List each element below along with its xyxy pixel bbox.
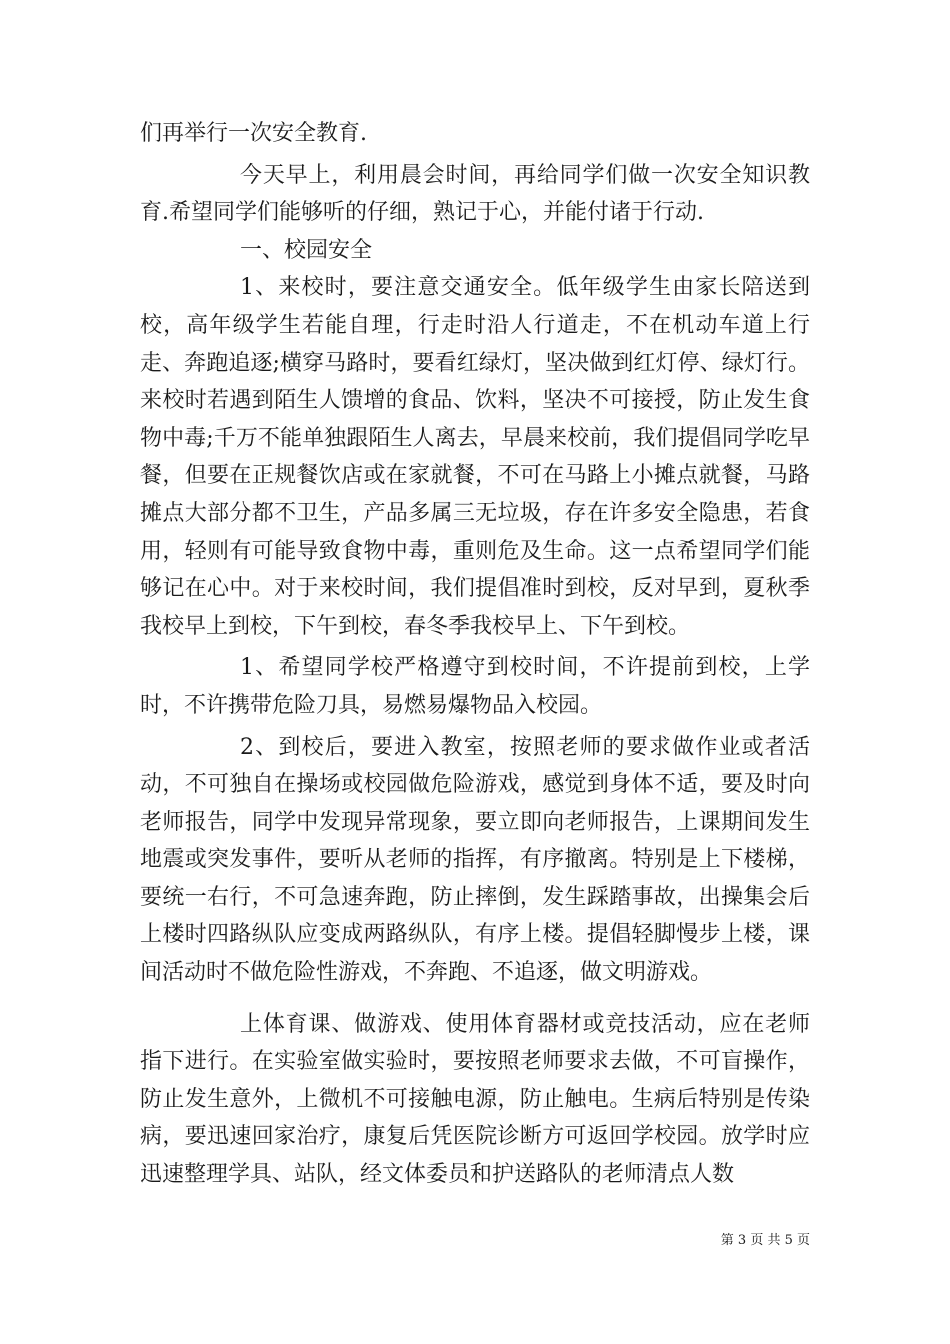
paragraph-item-1-arrival-time: 1、希望同学校严格遵守到校时间，不许提前到校，上学时，不许携带危险刀具，易燃易爆物品入校园。 [140, 655, 810, 718]
paragraph-item-1-arrival: 1、来校时，要注意交通安全。低年级学生由家长陪送到校，高年级学生若能自理，行走时沿人行道走，不在机动车道上行走、奔跑追逐;横穿马路时，要看红绿灯，坚决做到红灯停、绿灯行。来校时若遇到陌生人馈增的食品、饮料，坚决不可接授，防止发生食物中毒;千万不能单独跟陌生人离去，早晨来校前，我们提倡同学吃早餐，但要在正规餐饮店或在家就餐，不可在马路上小摊点就餐，马路摊点大部分都不卫生，产品多属三无垃圾，存在许多安全隐患，若食用，轻则有可能导致食物中毒，重则危及生命。这一点希望同学们能够记在心中。对于来校时间，我们提倡准时到校，反对早到，夏秋季我校早上到校，下午到校，春冬季我校早上、下午到校。 [140, 275, 810, 639]
section-heading-campus-safety: 一、校园安全 [240, 237, 373, 263]
paragraph-item-2-after-arrival: 2、到校后，要进入教室，按照老师的要求做作业或者活动，不可独自在操场或校园做危险游戏，感觉到身体不适，要及时向老师报告，同学中发现异常现象，要立即向老师报告，上课期间发生地震或突发事件，要听从老师的指挥，有序撤离。特别是上下楼梯，要统一右行，不可急速奔跑，防止摔倒，发生踩踏事故，出操集会后上楼时四路纵队应变成两路纵队，有序上楼。提倡轻脚慢步上楼，课间活动时不做危险性游戏，不奔跑、不追逐，做文明游戏。 [140, 734, 810, 986]
document-body [140, 115, 810, 1194]
paragraph-continuation: 们再举行一次安全教育. [140, 121, 367, 146]
paragraph-intro: 今天早上，利用晨会时间，再给同学们做一次安全知识教育.希望同学们能够听的仔细，熟记于心，并能付诸于行动. [140, 162, 810, 226]
paragraph-pe-and-lab: 上体育课、做游戏、使用体育器材或竞技活动，应在老师指下进行。在实验室做实验时，要按照老师要求去做，不可盲操作，防止发生意外，上微机不可接触电源，防止触电。生病后特别是传染病，要迅速回家治疗，康复后凭医院诊断方可返回学校园。放学时应迅速整理学具、站队，经文体委员和护送路队的老师清点人数 [140, 1011, 810, 1188]
page-number-footer: 第 3 页 共 5 页 [720, 1233, 810, 1248]
